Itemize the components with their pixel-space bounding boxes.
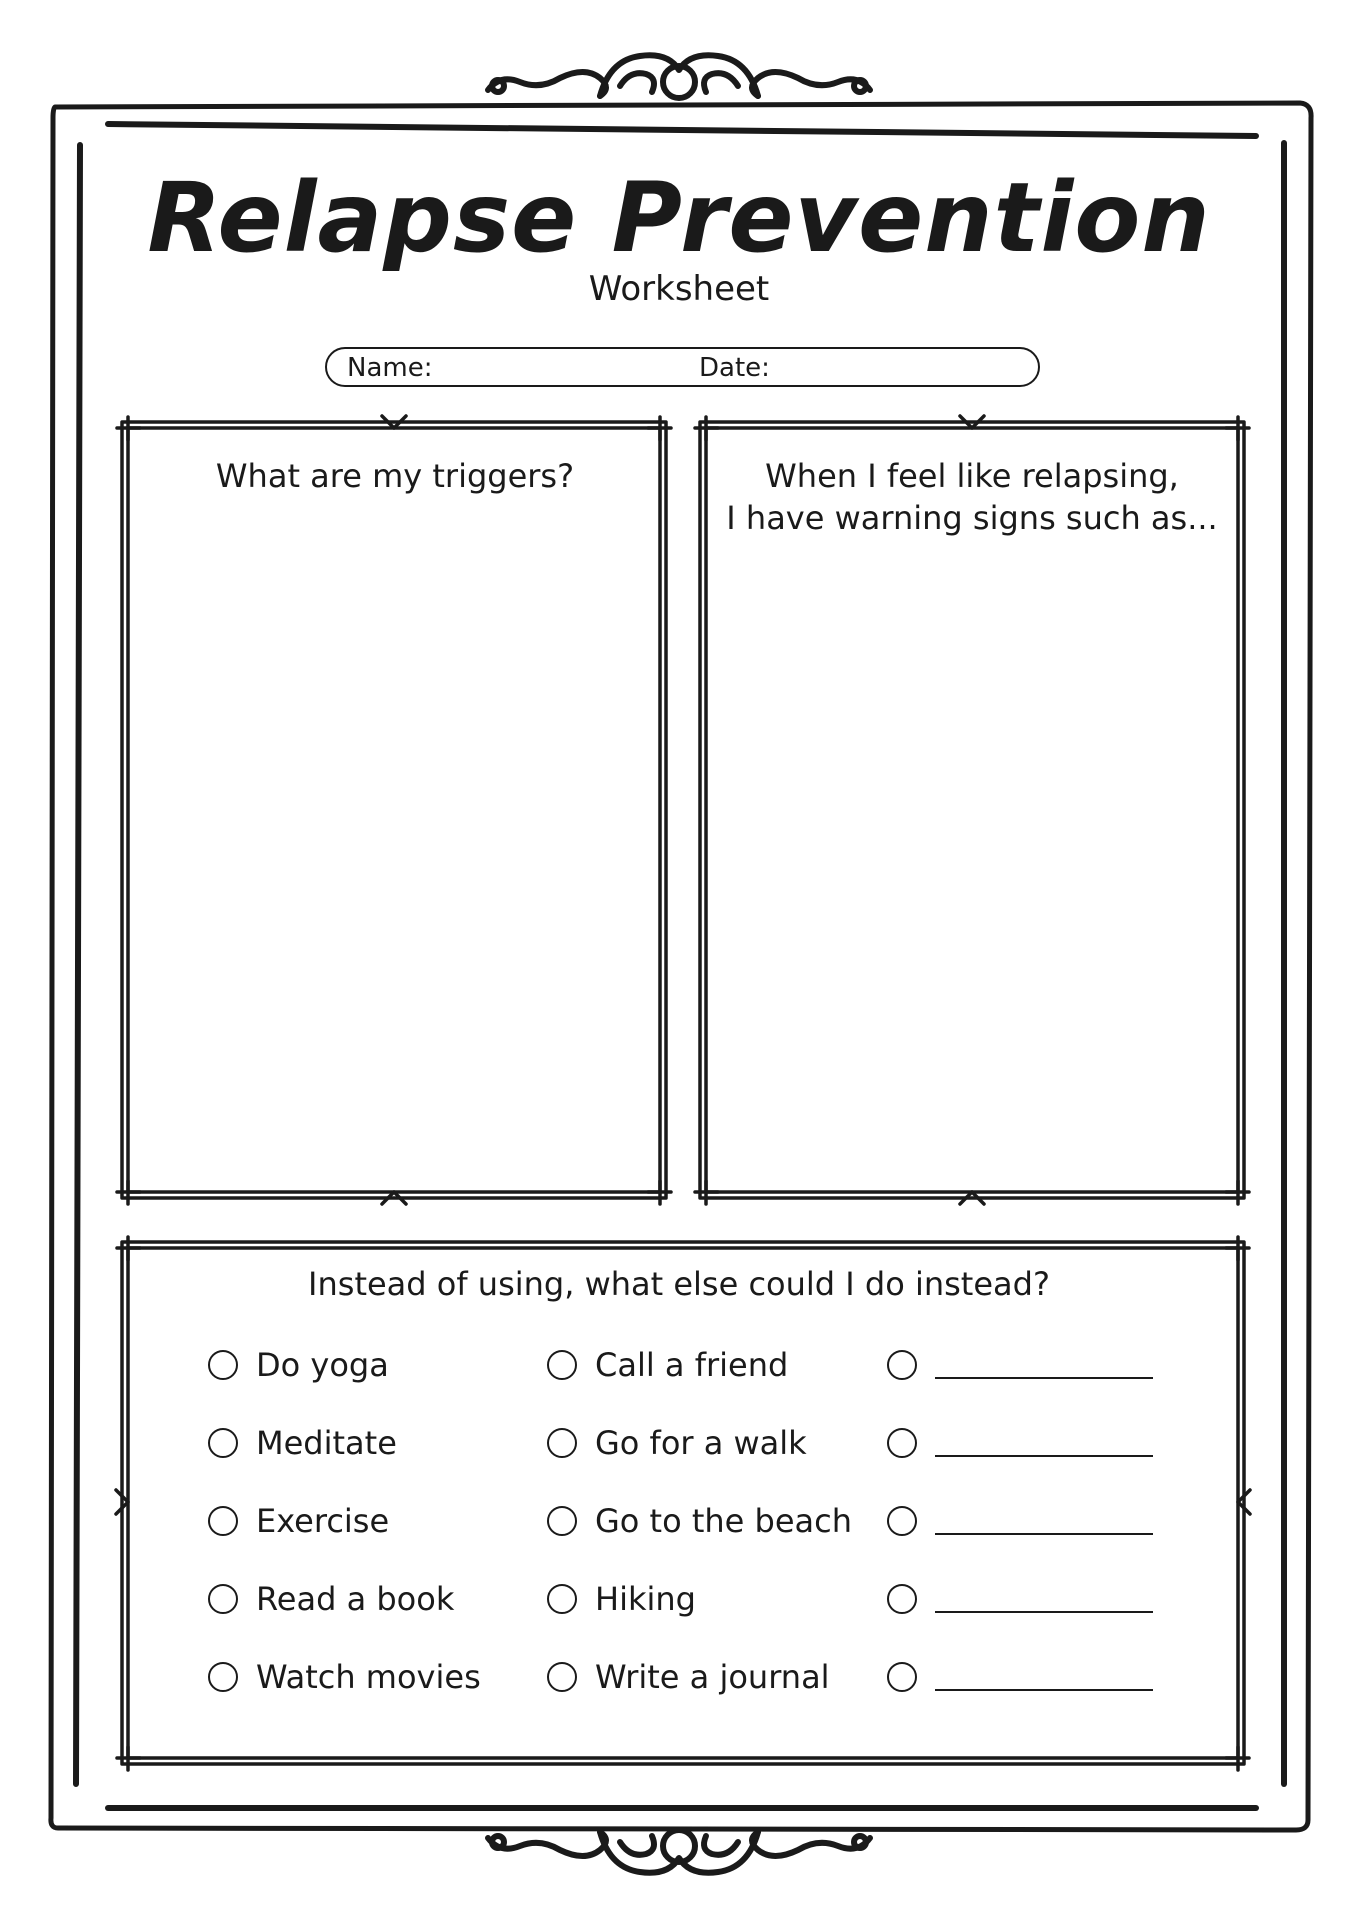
write-in-line[interactable] [935,1689,1153,1691]
option-label: Meditate [256,1424,397,1462]
triggers-prompt: What are my triggers? [215,457,575,495]
option-item[interactable] [547,1657,830,1697]
inner-line-top [108,124,1256,136]
name-date-field[interactable] [325,347,1040,387]
custom-option-item[interactable] [887,1501,1153,1541]
option-label: Hiking [595,1580,696,1618]
option-item[interactable] [547,1423,807,1463]
write-in-line[interactable] [935,1455,1153,1457]
page-title: Relapse Prevention [147,162,1211,274]
write-in-line[interactable] [935,1611,1153,1613]
option-label: Write a journal [595,1658,830,1696]
option-label: Exercise [256,1502,390,1540]
option-item[interactable] [208,1501,389,1541]
option-item[interactable] [547,1501,852,1541]
radio-circle[interactable] [887,1428,917,1458]
inner-line-left [76,145,80,1784]
radio-circle[interactable] [887,1662,917,1692]
radio-circle[interactable] [547,1428,577,1458]
option-label: Watch movies [256,1658,481,1696]
write-in-line[interactable] [935,1377,1153,1379]
option-item[interactable] [208,1423,397,1463]
warning-signs-answer-area[interactable] [708,550,1236,1190]
date-label: Date: [699,353,770,383]
radio-circle[interactable] [208,1584,238,1614]
radio-circle[interactable] [887,1584,917,1614]
option-item[interactable] [208,1657,481,1697]
radio-circle[interactable] [547,1662,577,1692]
page-subtitle: Worksheet [588,269,770,309]
option-label: Call a friend [595,1346,789,1384]
name-label: Name: [347,353,433,383]
option-label: Do yoga [256,1346,389,1384]
option-item[interactable] [547,1579,696,1619]
radio-circle[interactable] [208,1350,238,1380]
option-item[interactable] [208,1345,389,1385]
radio-circle[interactable] [547,1584,577,1614]
radio-circle[interactable] [547,1350,577,1380]
custom-option-item[interactable] [887,1423,1153,1463]
custom-option-item[interactable] [887,1579,1153,1619]
top-ornament [488,55,870,98]
radio-circle[interactable] [208,1506,238,1536]
radio-circle[interactable] [208,1428,238,1458]
bottom-ornament [488,1830,870,1873]
option-label: Read a book [256,1580,455,1618]
option-label: Go for a walk [595,1424,807,1462]
option-item[interactable] [547,1345,788,1385]
custom-option-item[interactable] [887,1657,1153,1697]
custom-option-item[interactable] [887,1345,1153,1385]
option-item[interactable] [208,1579,454,1619]
radio-circle[interactable] [887,1506,917,1536]
radio-circle[interactable] [208,1662,238,1692]
radio-circle[interactable] [887,1350,917,1380]
option-label: Go to the beach [595,1502,853,1540]
warning-signs-prompt [716,455,1228,539]
write-in-line[interactable] [935,1533,1153,1535]
radio-circle[interactable] [547,1506,577,1536]
options-heading: Instead of using, what else could I do instead? [308,1265,1050,1303]
warning-prompt-line1: When I feel like relapsing, [765,457,1179,495]
warning-prompt-line2: I have warning signs such as... [726,499,1218,537]
triggers-answer-area[interactable] [130,510,658,1190]
